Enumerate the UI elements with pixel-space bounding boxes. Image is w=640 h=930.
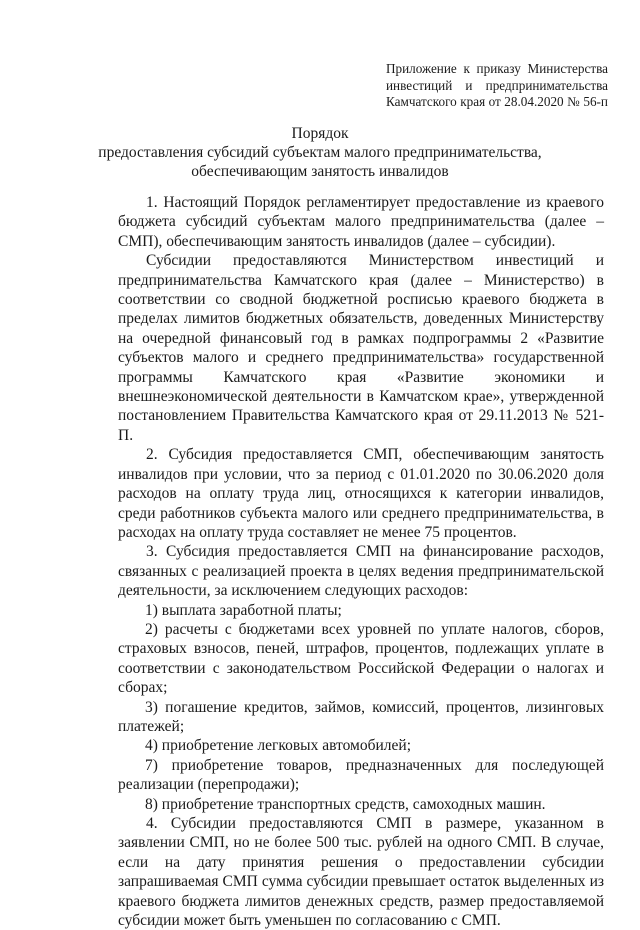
appendix-note bbox=[386, 61, 608, 111]
appendix-line: инвестиций и предпринимательства bbox=[386, 77, 608, 93]
paragraph-1: 1. Настоящий Порядок регламентирует предоставление из краевого бюджета субсидий субъектам малого предпринимательства (далее – СМП), обеспечивающим занятость инвалидов (далее – субсидии). bbox=[118, 194, 604, 250]
document-body bbox=[118, 193, 604, 930]
list-item: 8) приобретение транспортных средств, самоходных машин. bbox=[145, 795, 546, 813]
paragraph-2: 2. Субсидия предоставляется СМП, обеспечивающим занятость инвалидов при условии, что за период с 01.01.2020 по 30.06.2020 доля расходов на оплату труда лиц, относящихся к категории инвалидов, среди работников субъекта малого или среднего предпринимательства, в расходах на оплату труда составляет не менее 75 процентов. bbox=[118, 446, 604, 541]
list-item: 2) расчеты с бюджетами всех уровней по уплате налогов, сборов, страховых взносов, пеней, штрафов, процентов, подлежащих уплате в соответствии с законодательством Российской Федерации о налогах и сборах; bbox=[118, 620, 604, 697]
document-subtitle bbox=[0, 143, 640, 182]
list-item: 7) приобретение товаров, предназначенных для последующей реализации (перепродажи); bbox=[118, 756, 604, 794]
paragraph-4: 4. Субсидии предоставляются СМП в размере, указанном в заявлении СМП, но не более 500 тыс. рублей на одного СМП. В случае, если на дату принятия решения о предоставлении субсидии запрашиваемая СМП сумма субсидии превышает остаток выделенных из краевого бюджета лимитов денежных средств, размер предоставляемой субсидии может быть уменьшен по согласованию с СМП. bbox=[118, 815, 604, 930]
document-title: Порядок bbox=[291, 125, 349, 142]
appendix-line: Камчатского края от 28.04.2020 № 56-п bbox=[386, 94, 608, 110]
paragraph-1-subsidies: Субсидии предоставляются Министерством инвестиций и предпринимательства Камчатского края (далее – Министерство) в соответствии со сводной бюджетной росписью краевого бюджета в пределах лимитов бюджетных обязательств, доведенных Министерству на очередной финансовый год в рамках подпрограммы 2 «Развитие субъектов малого и среднего предпринимательства» государственной программы Камчатского края «Развитие экономики и внешнеэкономической деятельности в Камчатском крае», утвержденной постановлением Правительства Камчатского края от 29.11.2013 № 521-П. bbox=[118, 252, 604, 444]
appendix-line: Приложение к приказу Министерства bbox=[386, 61, 608, 76]
subtitle-line: обеспечивающим занятость инвалидов bbox=[191, 163, 449, 181]
list-item: 1) выплата заработной платы; bbox=[145, 601, 342, 619]
list-item: 3) погашение кредитов, займов, комиссий, процентов, лизинговых платежей; bbox=[118, 698, 604, 735]
paragraph-3: 3. Субсидия предоставляется СМП на финансирование расходов, связанных с реализацией проекта в целях ведения предпринимательской деятельности, за исключением следующих расходов: bbox=[118, 543, 604, 600]
subtitle-line: предоставления субсидий субъектам малого предпринимательства, bbox=[98, 144, 542, 161]
list-item: 4) приобретение легковых автомобилей; bbox=[145, 737, 412, 755]
